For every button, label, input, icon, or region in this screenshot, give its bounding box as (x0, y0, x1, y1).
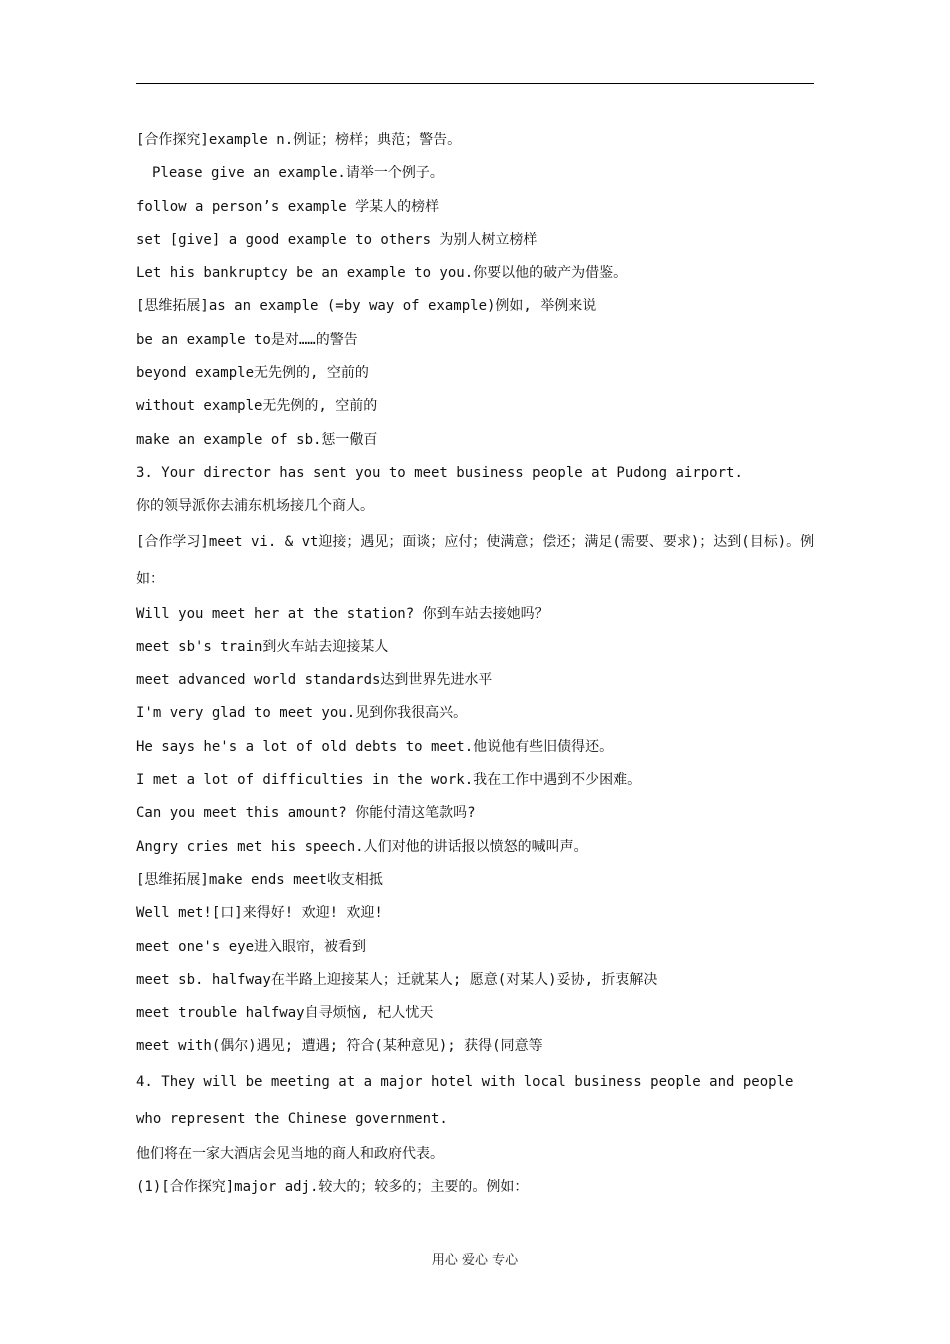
text-line: [合作探究]example n.例证；榜样；典范；警告。 (136, 132, 462, 148)
text-line: meet with(偶尔)遇见; 遭遇; 符合(某种意见); 获得(同意等 (136, 1038, 543, 1055)
page-footer: 用心 爱心 专心 (431, 1253, 519, 1268)
text-line: (1)[合作探究]major adj.较大的；较多的；主要的。例如： (136, 1179, 529, 1196)
text-line: He says he's a lot of old debts to meet.他说他有些旧债得还。 (136, 738, 614, 755)
text-line: Can you meet this amount? 你能付清这笔款吗? (136, 805, 476, 822)
text-line: set [give] a good example to others 为别人树立榜样 (136, 231, 538, 248)
text-line: I'm very glad to meet you.见到你我很高兴。 (136, 705, 468, 722)
document-body (136, 124, 816, 1204)
text-line: make an example of sb.惩一儆百 (136, 431, 378, 448)
text-line: meet trouble halfway自寻烦恼, 杞人忧天 (136, 1005, 434, 1022)
text-line: without example无先例的, 空前的 (136, 398, 378, 415)
text-line: I met a lot of difficulties in the work.我在工作中遇到不少困难。 (136, 772, 642, 789)
text-line: meet sb. halfway在半路上迎接某人；迁就某人; 愿意(对某人)妥协, 折衷解决 (136, 971, 658, 988)
text-line: Well met![口]来得好! 欢迎! 欢迎! (136, 905, 383, 922)
text-line: be an example to是对……的警告 (136, 331, 358, 348)
text-line: beyond example无先例的, 空前的 (136, 365, 369, 382)
text-paragraph: [合作学习]meet vi. & vt迎接；遇见；面谈；应付；使满意；偿还；满足(需要、要求)；达到(目标)。例如： (136, 533, 815, 587)
header-rule (136, 83, 814, 84)
text-line: Let his bankruptcy be an example to you.你要以他的破产为借鉴。 (136, 265, 628, 282)
text-line: 你的领导派你去浦东机场接几个商人。 (136, 498, 374, 515)
text-line: Will you meet her at the station? 你到车站去接她吗？ (136, 605, 549, 622)
text-line: Angry cries met his speech.人们对他的讲话报以愤怒的喊叫声。 (136, 838, 588, 855)
text-line: 3. Your director has sent you to meet business people at Pudong airport. (136, 464, 743, 481)
text-line: meet sb's train到火车站去迎接某人 (136, 638, 389, 655)
text-line: [思维拓展]as an example (=by way of example)例如, 举例来说 (136, 298, 597, 315)
text-line: Please give an example.请举一个例子。 (152, 165, 444, 182)
text-paragraph: 4. They will be meeting at a major hotel with local business people and people who represent the Chinese government. (136, 1073, 794, 1127)
text-line: 他们将在一家大酒店会见当地的商人和政府代表。 (136, 1145, 444, 1162)
text-line: meet advanced world standards达到世界先进水平 (136, 672, 493, 689)
text-line: [思维拓展]make ends meet收支相抵 (136, 871, 383, 888)
text-line: meet one's eye进入眼帘，被看到 (136, 938, 367, 955)
text-line: follow a person’s example 学某人的榜样 (136, 198, 440, 215)
